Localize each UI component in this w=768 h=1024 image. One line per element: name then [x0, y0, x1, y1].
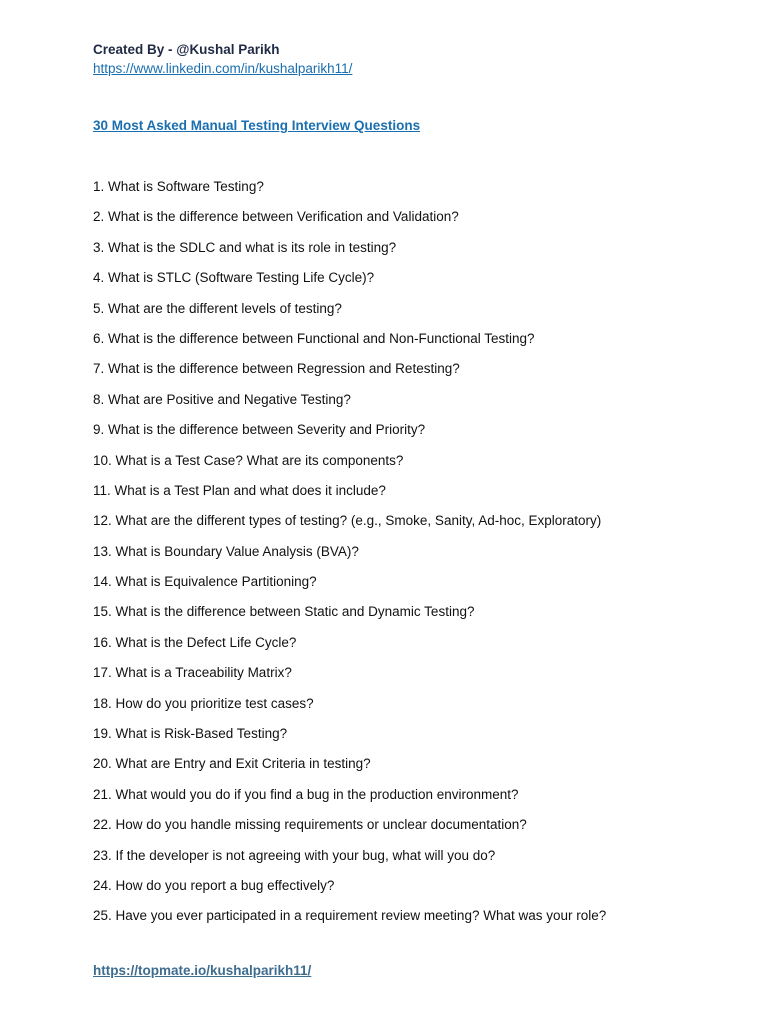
question-item: 10. What is a Test Case? What are its components?: [93, 452, 404, 468]
question-item: 14. What is Equivalence Partitioning?: [93, 574, 317, 590]
question-item: 21. What would you do if you find a bug in the production environment?: [93, 786, 519, 802]
question-item: 22. How do you handle missing requirements or unclear documentation?: [93, 817, 527, 833]
document-title: 30 Most Asked Manual Testing Interview Questions: [93, 118, 421, 133]
author-credit: Created By - @Kushal Parikh: [93, 42, 280, 57]
question-item: 19. What is Risk-Based Testing?: [93, 726, 288, 742]
question-list: [93, 178, 606, 938]
question-item: 12. What are the different types of testing? (e.g., Smoke, Sanity, Ad-hoc, Exploratory): [93, 513, 602, 529]
question-item: 13. What is Boundary Value Analysis (BVA)?: [93, 543, 359, 559]
question-item: 18. How do you prioritize test cases?: [93, 695, 314, 711]
question-item: 1. What is Software Testing?: [93, 179, 264, 194]
question-item: 20. What are Entry and Exit Criteria in testing?: [93, 756, 371, 772]
question-item: 8. What are Positive and Negative Testing?: [93, 391, 351, 407]
question-item: 5. What are the different levels of testing?: [93, 300, 342, 316]
question-item: 11. What is a Test Plan and what does it include?: [93, 482, 386, 498]
question-item: 3. What is the SDLC and what is its role in testing?: [93, 239, 397, 255]
question-item: 15. What is the difference between Static and Dynamic Testing?: [93, 604, 475, 620]
question-item: 23. If the developer is not agreeing with your bug, what will you do?: [93, 847, 496, 863]
question-item: 25. Have you ever participated in a requirement review meeting? What was your role?: [93, 908, 607, 924]
question-item: 17. What is a Traceability Matrix?: [93, 665, 292, 681]
question-item: 9. What is the difference between Severity and Priority?: [93, 422, 426, 438]
topmate-link[interactable]: https://topmate.io/kushalparikh11/: [93, 963, 312, 978]
question-item: 16. What is the Defect Life Cycle?: [93, 634, 297, 650]
question-item: 4. What is STLC (Software Testing Life Cycle)?: [93, 270, 375, 286]
question-item: 6. What is the difference between Functional and Non-Functional Testing?: [93, 330, 535, 346]
question-item: 24. How do you report a bug effectively?: [93, 877, 335, 893]
linkedin-link[interactable]: https://www.linkedin.com/in/kushalparikh11/: [93, 61, 353, 76]
question-item: 2. What is the difference between Verification and Validation?: [93, 209, 459, 225]
question-item: 7. What is the difference between Regression and Retesting?: [93, 361, 460, 377]
